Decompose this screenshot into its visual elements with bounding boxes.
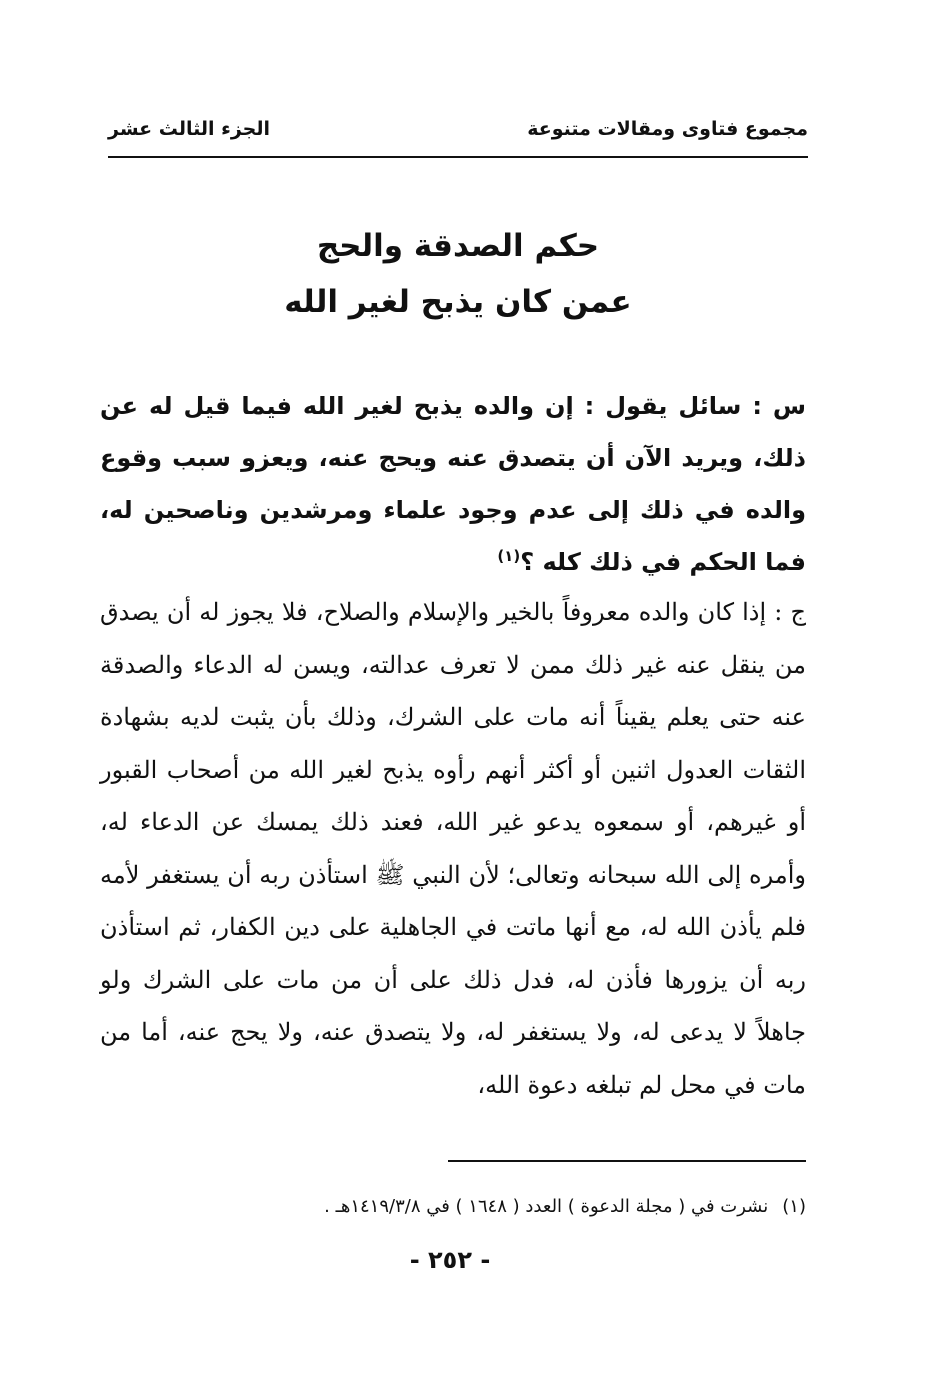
- volume-label: الجزء الثالث عشر: [108, 118, 271, 140]
- book-title: مجموع فتاوى ومقالات متنوعة: [527, 118, 808, 140]
- footnote: [100, 1192, 806, 1222]
- question-paragraph: [100, 380, 870, 588]
- title-line-2: عمن كان يذبح لغير الله: [284, 284, 632, 320]
- answer-text: ج : إذا كان والده معروفاً بالخير والإسلام والصلاح، فلا يجوز له أن يصدق من ينقل عنه غير ذلك ممن لا تعرف عدالته، ويسن له الدعاء والصدقة عنه حتى يعلم يقيناً أنه مات على الشرك، وذلك بأن يثبت لديه بشهادة الثقات العدول اثنين أو أكثر أنهم رأوه يذبح لغير الله من أصحاب القبور أو غيرهم، أو سمعوه يدعو غير الله، فعند ذلك يمسك عن الدعاء له، وأمره إلى الله سبحانه وتعالى؛ لأن النبي ﷺ استأذن ربه أن يستغفر لأمه فلم يأذن الله له، مع أنها ماتت في الجاهلية على دين الكفار، ثم استأذن ربه أن يزورها فأذن له، فدل ذلك على أن من مات على الشرك ولو جاهلاً لا يدعى له، ولا يستغفر له، ولا يتصدق عنه، ولا يحج عنه، أما من مات في محل لم تبلغه دعوة الله،: [100, 598, 806, 1099]
- question-text: س : سائل يقول : إن والده يذبح لغير الله فيما قيل له عن ذلك، ويريد الآن أن يتصدق عنه ويحج عنه، ويعزو سبب وقوع والده في ذلك إلى عدم وجود علماء ومرشدين وناصحين له، فما الحكم في ذلك كله ؟: [100, 392, 806, 576]
- running-header: [108, 112, 808, 158]
- title-line-1: حكم الصدقة والحج: [316, 228, 600, 264]
- article-title: [108, 218, 808, 330]
- footnote-text: نشرت في ( مجلة الدعوة ) العدد ( ١٦٤٨ ) في ١٤١٩/٣/٨هـ .: [324, 1196, 769, 1217]
- footnote-marker: (١): [782, 1196, 806, 1217]
- page-number: - ٢٥٢ -: [409, 1246, 491, 1274]
- answer-paragraph: [100, 586, 870, 1111]
- footnote-reference: (١): [497, 547, 521, 565]
- footnote-divider: [448, 1160, 806, 1162]
